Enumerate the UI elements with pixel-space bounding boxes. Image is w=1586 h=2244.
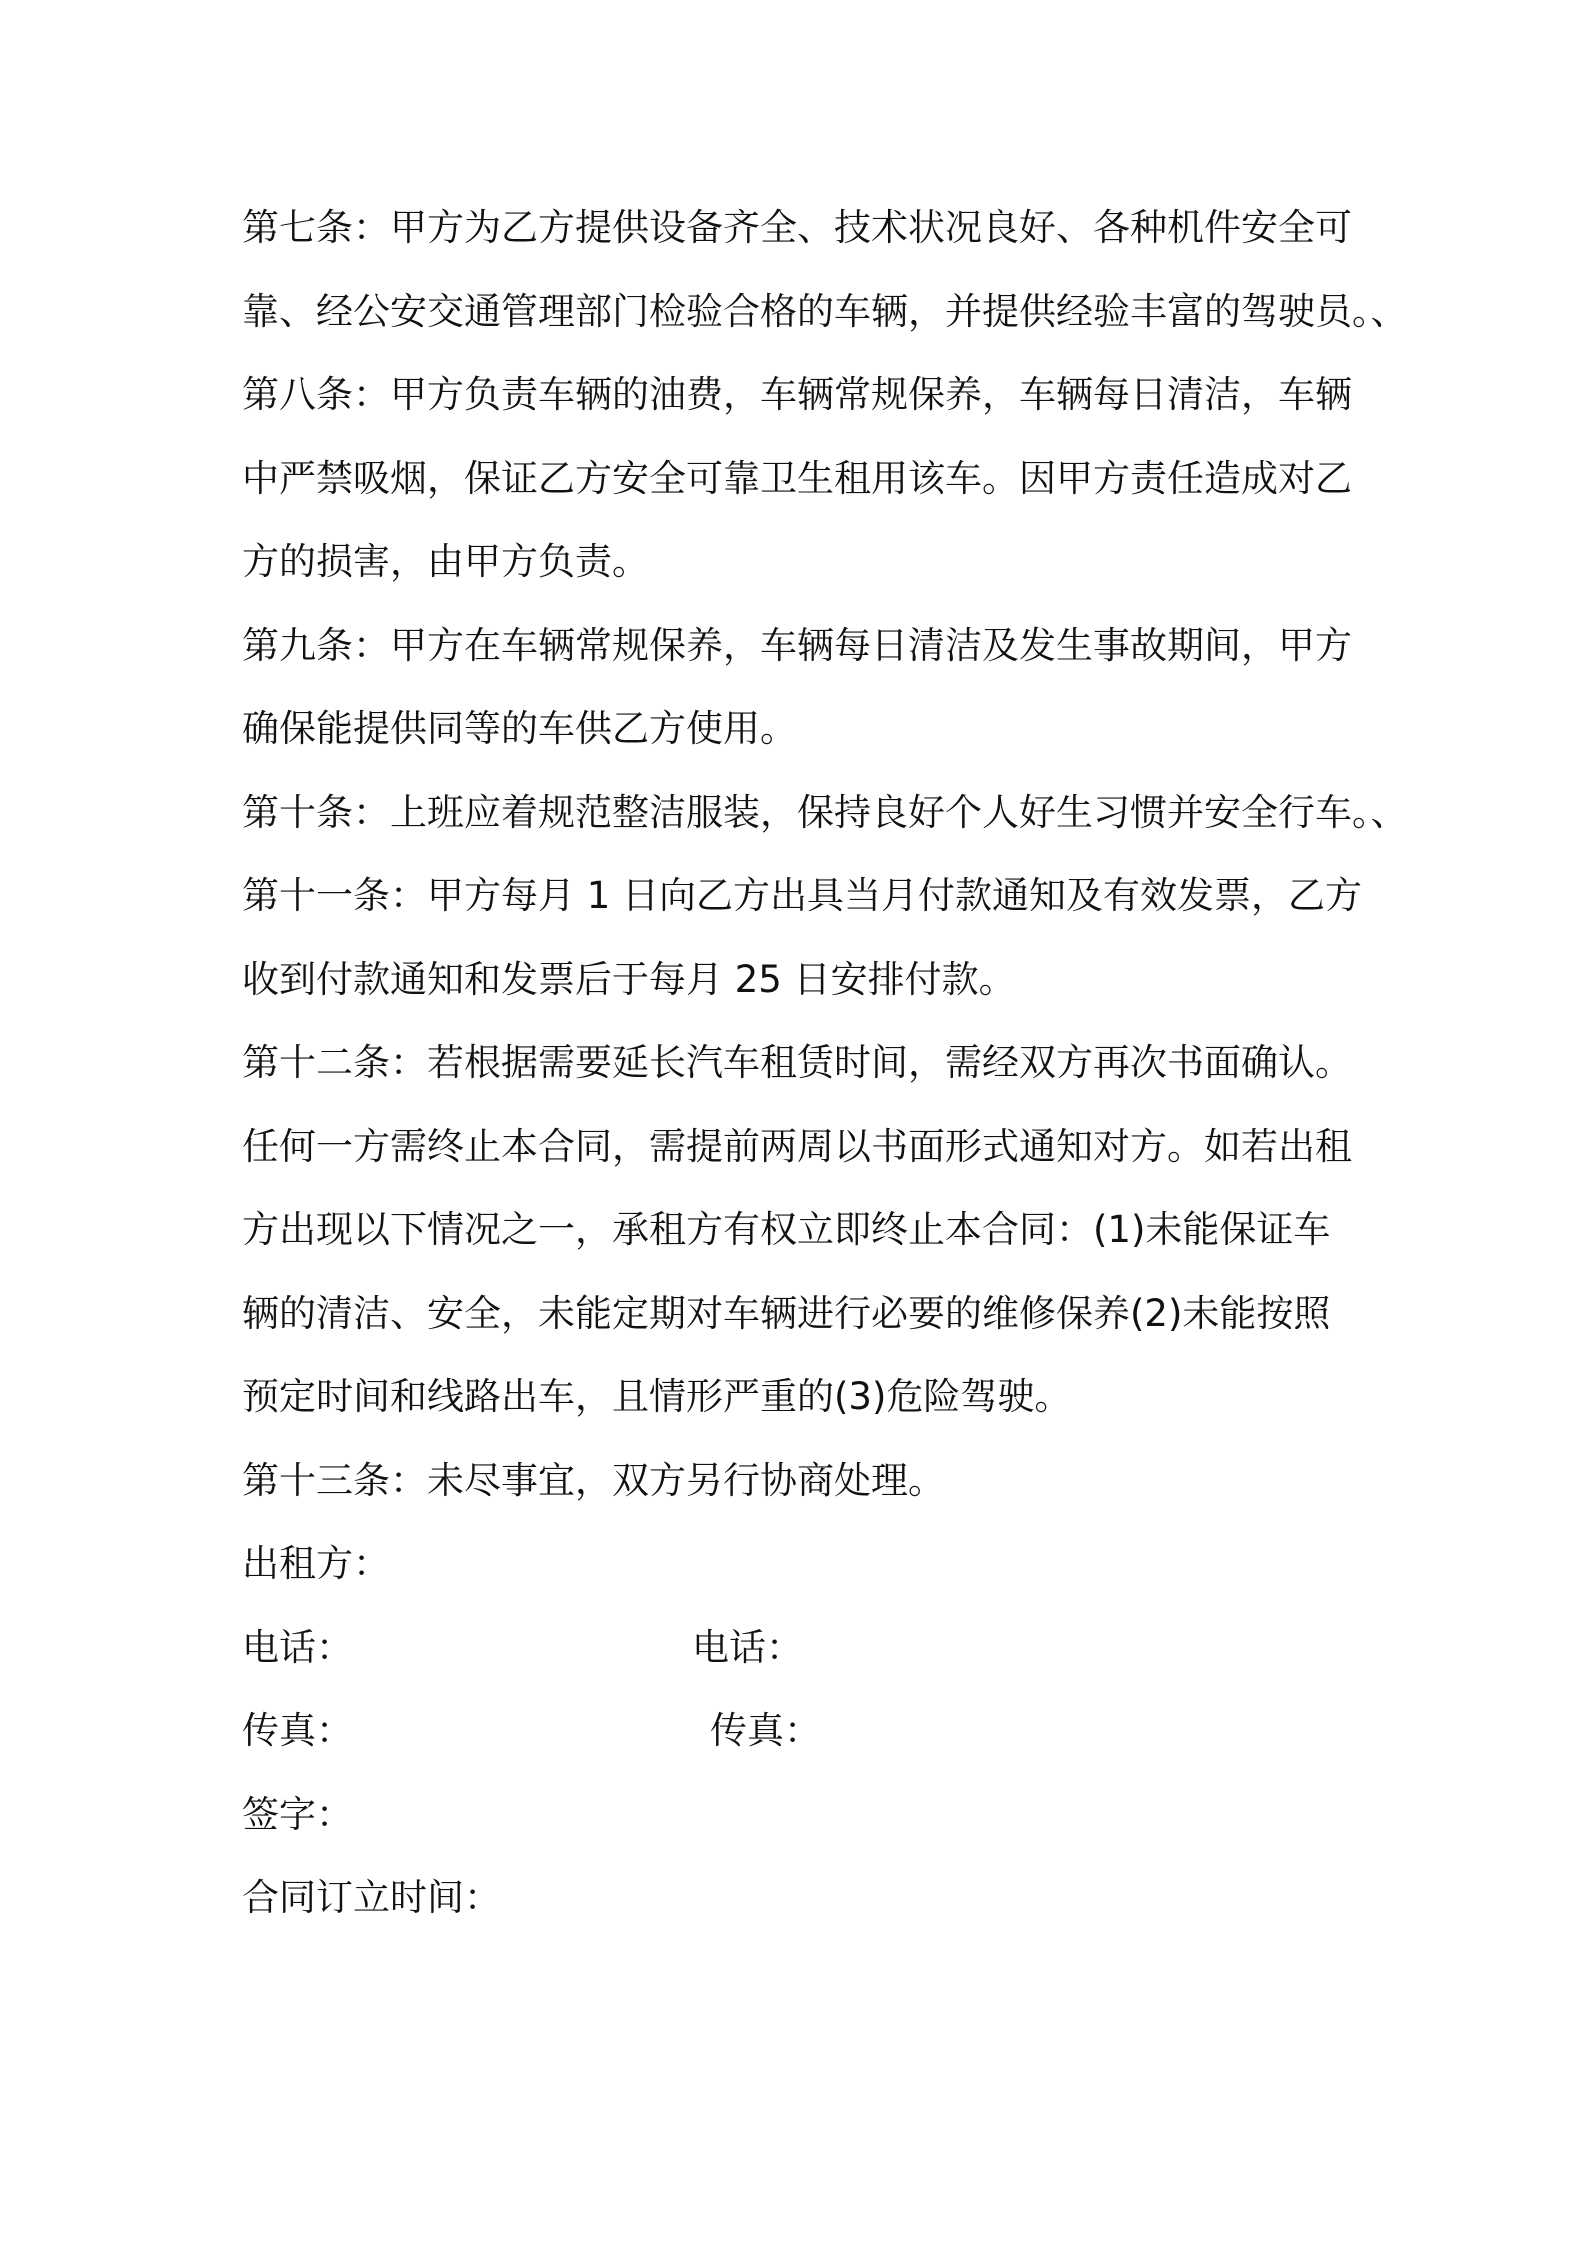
- phone-label-right: 电话：: [692, 1625, 803, 1669]
- clause-12-line-4: 辆的清洁、安全，未能定期对车辆进行必要的维修保养(2)未能按照: [242, 1291, 1331, 1335]
- clause-8-line-2: 中严禁吸烟，保证乙方安全可靠卫生租用该车。因甲方责任造成对乙: [242, 456, 1352, 500]
- clause-7-line-2: 靠、经公安交通管理部门检验合格的车辆，并提供经验丰富的驾驶员。、: [242, 289, 1408, 333]
- clause-12-line-5: 预定时间和线路出车，且情形严重的(3)危险驾驶。: [242, 1375, 1072, 1418]
- signature-label: 签字：: [242, 1792, 353, 1836]
- clause-11-line-2: 收到付款通知和发票后于每月 25 日安排付款。: [242, 957, 1016, 1001]
- clause-11-line-1: 第十一条：甲方每月 1 日向乙方出具当月付款通知及有效发票，乙方: [242, 874, 1363, 917]
- clause-11: [242, 868, 1362, 1035]
- clause-13: [242, 1453, 1362, 1537]
- clause-12: [242, 1035, 1362, 1453]
- contract-date-label: 合同订立时间：: [242, 1876, 501, 1919]
- clause-9-line-2: 确保能提供同等的车供乙方使用。: [242, 707, 797, 750]
- clause-10-line-1: 第十条：上班应着规范整洁服装，保持良好个人好生习惯并安全行车。、: [242, 790, 1408, 834]
- lessor-label: 出租方：: [242, 1542, 390, 1585]
- clause-9-line-1: 第九条：甲方在车辆常规保养，车辆每日清洁及发生事故期间，甲方: [242, 623, 1352, 667]
- clause-12-line-3: 方出现以下情况之一，承租方有权立即终止本合同：(1)未能保证车: [242, 1208, 1331, 1251]
- signature-block: [242, 1536, 1362, 1954]
- clause-12-line-2: 任何一方需终止本合同，需提前两周以书面形式通知对方。如若出租: [242, 1124, 1352, 1168]
- phone-label-left: 电话：: [242, 1625, 353, 1669]
- clause-13-line-1: 第十三条：未尽事宜，双方另行协商处理。: [242, 1458, 945, 1502]
- contract-body: [242, 200, 1408, 1954]
- clause-8: [242, 367, 1362, 618]
- clause-10: [242, 785, 1408, 869]
- fax-label-left: 传真：: [242, 1709, 353, 1752]
- clause-8-line-3: 方的损害，由甲方负责。: [242, 540, 649, 583]
- clause-8-line-1: 第八条：甲方负责车辆的油费，车辆常规保养，车辆每日清洁，车辆: [242, 373, 1352, 416]
- clause-9: [242, 618, 1362, 785]
- fax-row: [242, 1703, 1362, 1787]
- clause-7-line-1: 第七条：甲方为乙方提供设备齐全、技术状况良好、各种机件安全可: [242, 206, 1352, 249]
- fax-label-right: 传真：: [710, 1709, 821, 1752]
- clause-12-line-1: 第十二条：若根据需要延长汽车租赁时间，需经双方再次书面确认。: [242, 1041, 1352, 1084]
- clause-7: [242, 200, 1408, 367]
- phone-row: [242, 1620, 1362, 1704]
